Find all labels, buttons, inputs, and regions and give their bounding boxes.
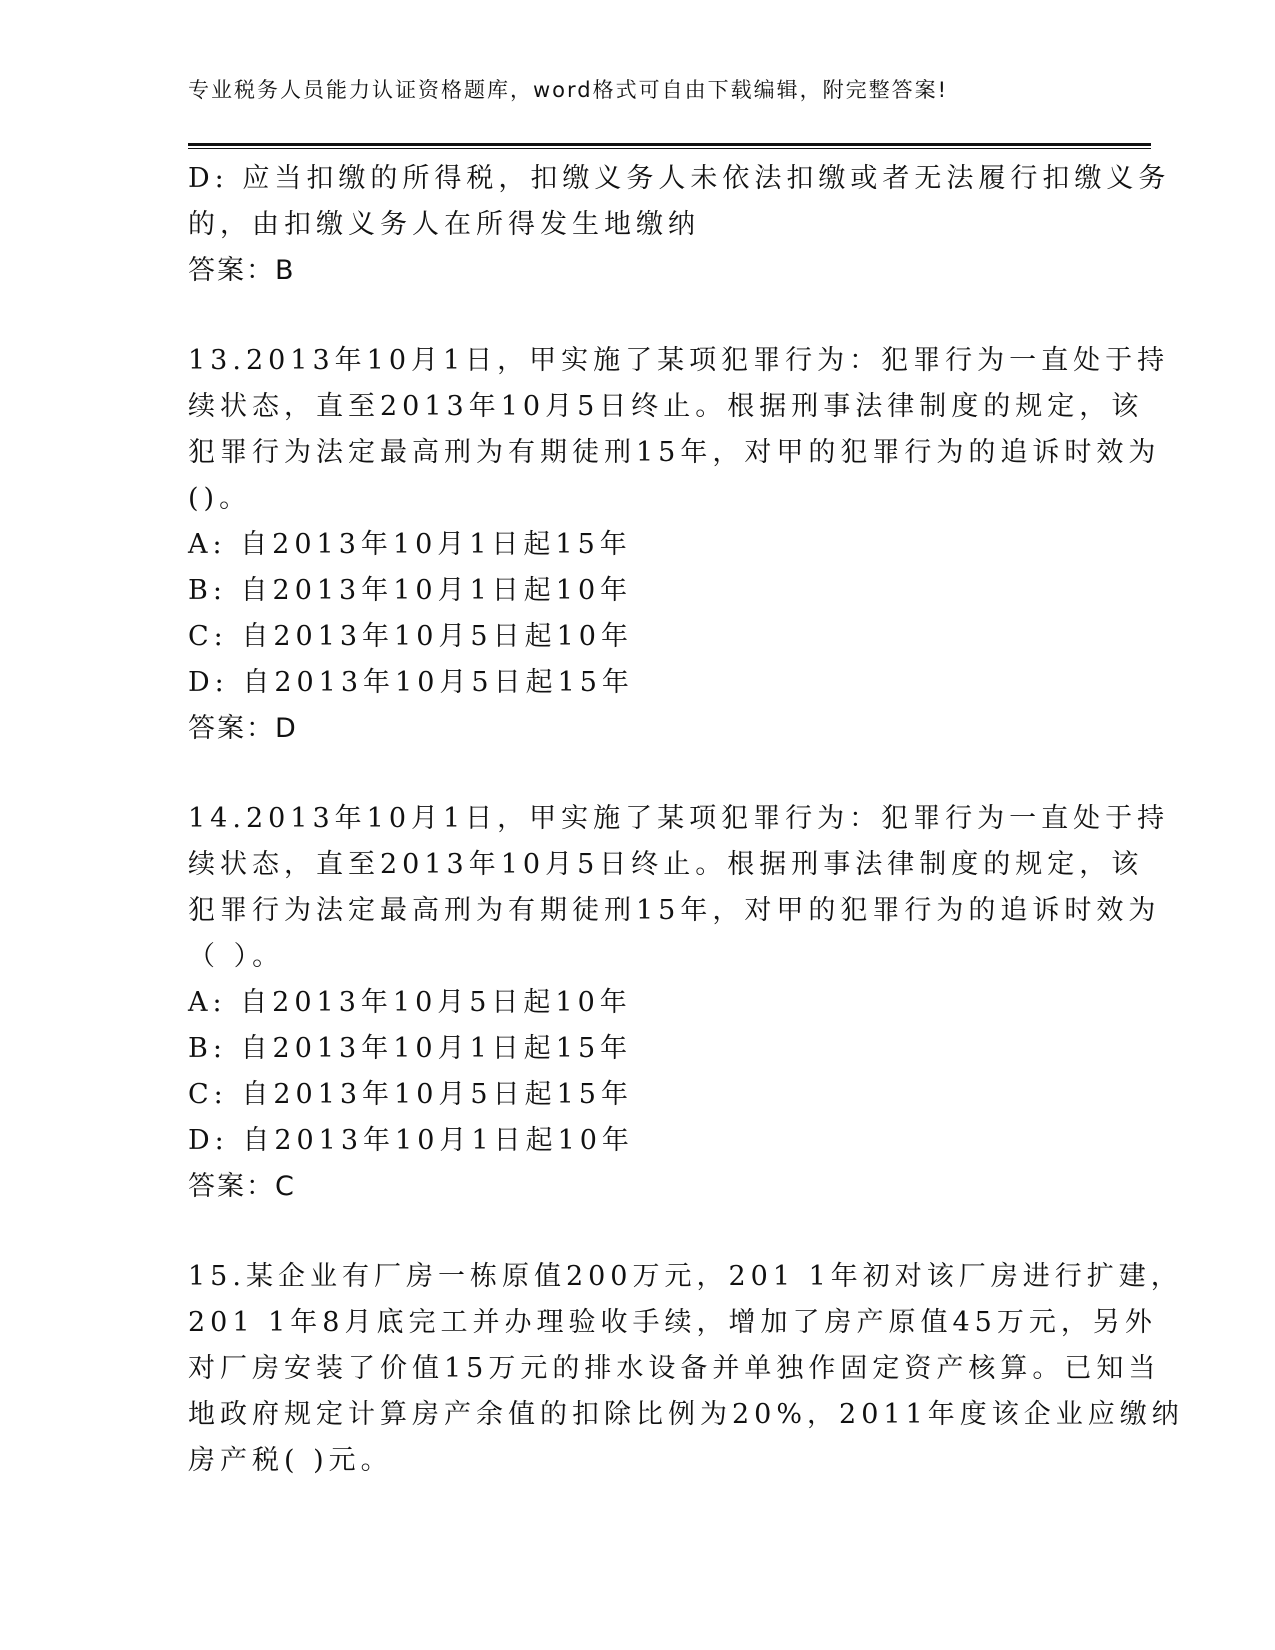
option-a: A: 自2013年10月5日起10年	[188, 987, 632, 1018]
spacer	[188, 294, 1088, 338]
answer-line: 答案：B	[188, 255, 296, 286]
option-d: D: 自2013年10月1日起10年	[188, 1125, 634, 1156]
option-c: C: 自2013年10月5日起15年	[188, 1079, 633, 1110]
question-block-12-continuation	[188, 156, 1171, 294]
page-header: 专业税务人员能力认证资格题库，word格式可自由下载编辑，附完整答案!	[188, 78, 949, 102]
question-block-13	[188, 338, 1170, 752]
option-c: C: 自2013年10月5日起10年	[188, 621, 633, 652]
question-block-14	[188, 796, 1170, 1210]
option-b: B: 自2013年10月1日起15年	[188, 1033, 633, 1064]
question-text-line: 房产税( )元。	[188, 1445, 393, 1476]
question-text-line: （ ）。	[188, 941, 285, 972]
question-text-line: 201 1年8月底完工并办理验收手续，增加了房产原值45万元，另外	[188, 1307, 1157, 1338]
question-text-line: 13.2013年10月1日，甲实施了某项犯罪行为：犯罪行为一直处于持	[188, 345, 1170, 376]
question-text-line: 14.2013年10月1日，甲实施了某项犯罪行为：犯罪行为一直处于持	[188, 803, 1170, 834]
answer-line: 答案：D	[188, 713, 298, 744]
document-body	[188, 156, 1184, 1484]
option-d: D: 自2013年10月5日起15年	[188, 667, 634, 698]
answer-line: 答案：C	[188, 1171, 296, 1202]
header-divider	[188, 143, 1151, 149]
question-text-line: 犯罪行为法定最高刑为有期徒刑15年，对甲的犯罪行为的追诉时效为	[188, 437, 1161, 468]
option-a: A: 自2013年10月1日起15年	[188, 529, 632, 560]
question-text-line: ()。	[188, 483, 252, 514]
option-text-line: 的，由扣缴义务人在所得发生地缴纳	[188, 209, 700, 240]
question-text-line: 15.某企业有厂房一栋原值200万元，201 1年初对该厂房进行扩建，	[188, 1261, 1183, 1292]
spacer	[188, 752, 1088, 796]
question-text-line: 续状态，直至2013年10月5日终止。根据刑事法律制度的规定，该	[188, 391, 1144, 422]
spacer	[188, 1210, 1088, 1254]
question-text-line: 对厂房安装了价值15万元的排水设备并单独作固定资产核算。已知当	[188, 1353, 1161, 1384]
option-text-line: D: 应当扣缴的所得税，扣缴义务人未依法扣缴或者无法履行扣缴义务	[188, 163, 1171, 194]
question-block-15	[188, 1254, 1184, 1484]
question-text-line: 续状态，直至2013年10月5日终止。根据刑事法律制度的规定，该	[188, 849, 1144, 880]
question-text-line: 犯罪行为法定最高刑为有期徒刑15年，对甲的犯罪行为的追诉时效为	[188, 895, 1161, 926]
option-b: B: 自2013年10月1日起10年	[188, 575, 633, 606]
question-text-line: 地政府规定计算房产余值的扣除比例为20%，2011年度该企业应缴纳	[188, 1399, 1184, 1430]
